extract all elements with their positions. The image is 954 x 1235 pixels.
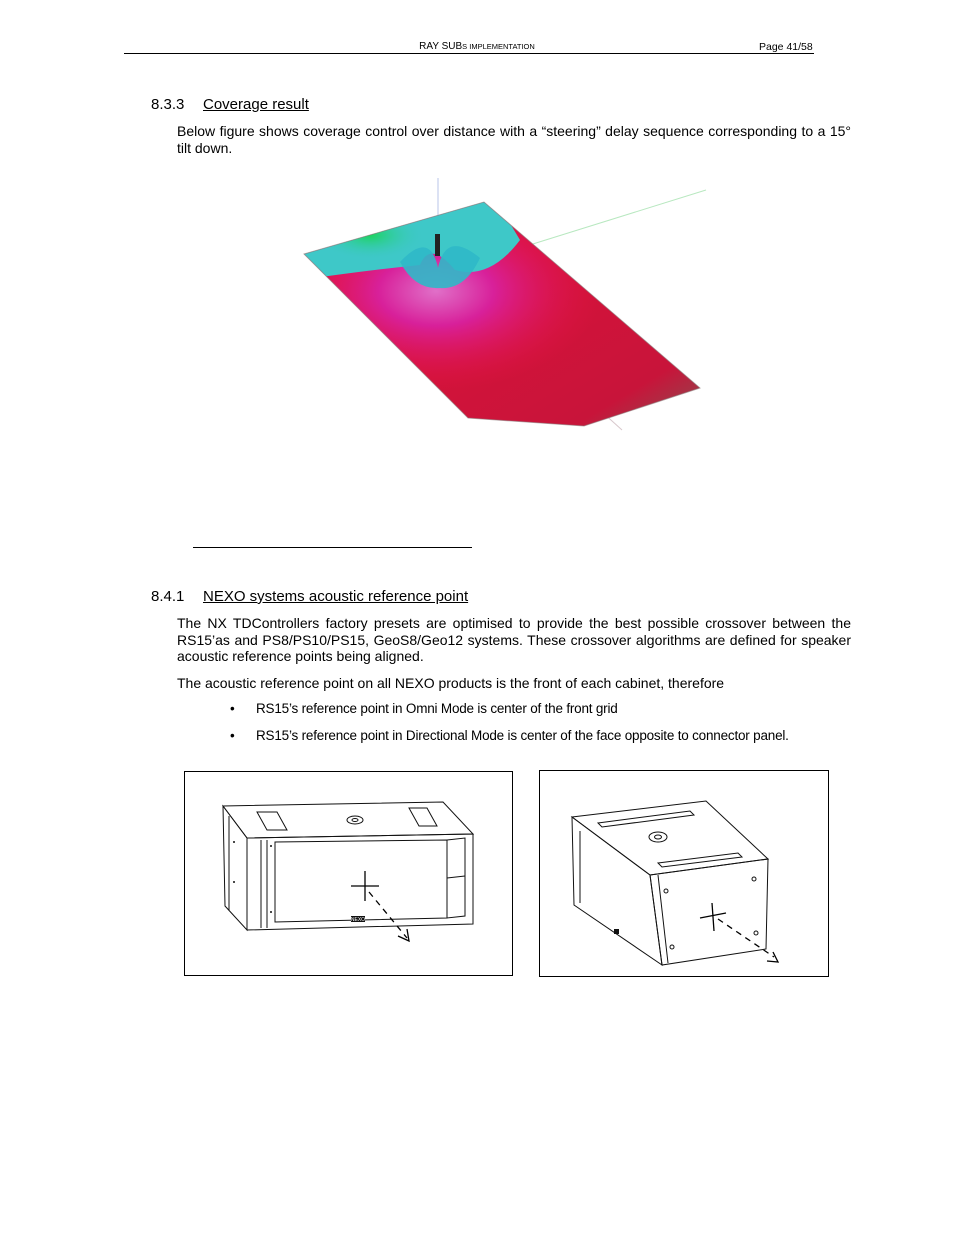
section-heading-833 (151, 96, 451, 116)
bullet-item (230, 728, 850, 746)
omni-cabinet-drawing (185, 772, 512, 975)
nexo-logo-text: NEXO (350, 917, 366, 923)
header-rule (124, 53, 814, 54)
section-number: 8.3.3 (151, 96, 185, 113)
coverage-plot-figure (280, 170, 730, 440)
arrow-head-icon (398, 929, 409, 941)
reference-point-cross-icon (351, 871, 379, 901)
separator-rule (193, 547, 472, 548)
directional-mode-figure (539, 770, 829, 977)
reference-point-cross-icon (700, 903, 726, 931)
omni-mode-figure (184, 771, 513, 976)
presets-paragraph: The NX TDControllers factory presets are optimised to provide the best possible crossover between the RS15’as and PS8/PS10/PS15, GeoS8/Geo12 systems. These crossover algorithms are defined for speaker acoustic reference points being aligned. (177, 615, 851, 665)
reference-point-paragraph: The acoustic reference point on all NEXO products is the front of each cabinet, therefore (177, 675, 725, 691)
bullet-icon: • (230, 701, 235, 716)
running-header-title: RAY SUBS IMPLEMENTATION (419, 41, 535, 52)
section-title: NEXO systems acoustic reference point (203, 588, 469, 605)
direction-arrow-line (718, 919, 774, 957)
bullet-icon: • (230, 728, 235, 743)
arrow-head-icon (767, 952, 778, 962)
speaker-column-icon (435, 234, 440, 256)
section-title: Coverage result (203, 96, 309, 113)
direction-arrow-line (369, 892, 407, 938)
section-number: 8.4.1 (151, 588, 185, 605)
directional-cabinet-drawing (540, 771, 828, 976)
green-axis-line (520, 190, 706, 248)
page-number: Page 41/58 (759, 41, 813, 53)
bullet-text: RS15’s reference point in Directional Mode is center of the face opposite to connector panel. (256, 728, 789, 743)
bullet-text: RS15’s reference point in Omni Mode is center of the front grid (256, 701, 618, 716)
coverage-paragraph: Below figure shows coverage control over distance with a “steering” delay sequence corresponding to a 15° tilt down. (177, 123, 851, 156)
section-heading-841 (151, 588, 651, 608)
bullet-item (230, 701, 850, 719)
